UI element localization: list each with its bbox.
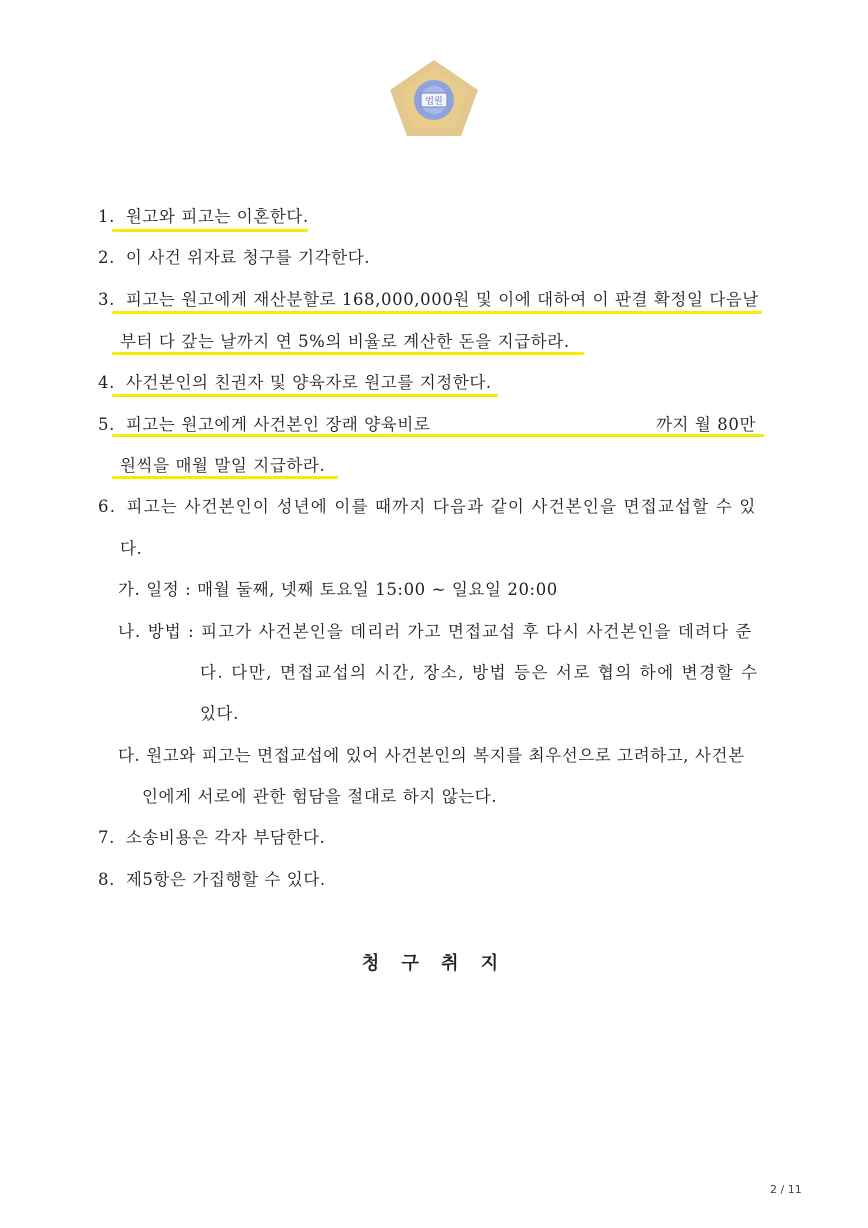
item-6 [98,496,757,518]
item-7 [98,827,325,849]
sub-item-text: 다. 다만, 면접교섭의 시간, 장소, 방법 등은 서로 협의 하에 변경할 수 [200,663,759,682]
item-6-continuation [120,538,142,560]
item-6-na-continuation-2 [200,703,239,725]
item-text: 피고는 원고에게 재산분할로 168,000,000원 및 이에 대하여 이 판결 확정일 다음날 [125,290,759,309]
sub-item-text: 인에게 서로에 관한 험담을 절대로 하지 않는다. [142,787,498,806]
sub-item-text: 가. 일정 : 매월 둘째, 넷째 토요일 15:00 ~ 일요일 20:00 [118,580,558,599]
item-text: 원고와 피고는 이혼한다. [125,207,309,226]
item-text: 다. [120,539,143,558]
item-text: 원씩을 매월 말일 지급하라. [120,456,326,475]
item-6-da-continuation [142,786,497,808]
item-4 [98,372,492,394]
item-number: 2. [98,248,115,267]
item-number: 5. [98,415,115,434]
emblem-text: 법원 [425,97,443,107]
item-number: 8. [98,870,115,889]
item-text: 이 사건 위자료 청구를 기각한다. [125,248,371,267]
item-number: 7. [98,828,115,847]
item-1 [98,206,309,228]
highlight-mark [112,352,584,355]
item-6-na-continuation-1 [200,662,759,684]
highlight-mark [112,229,308,232]
sub-item-text: 나. 방법 : 피고가 사건본인을 데리러 가고 면접교섭 후 다시 사건본인을 데려다 준 [118,622,753,641]
item-number: 3. [98,290,115,309]
item-number: 1. [98,207,115,226]
item-number: 6. [98,497,117,516]
section-title: 청 구 취 지 [361,953,507,974]
item-text: 부터 다 갚는 날까지 연 5%의 비율로 계산한 돈을 지급하라. [120,332,570,351]
item-3 [98,289,759,311]
item-text: 피고는 사건본인이 성년에 이를 때까지 다음과 같이 사건본인을 면접교섭할 수 있 [126,497,757,516]
item-8 [98,869,326,891]
item-6-ga [118,579,558,601]
highlight-mark [112,476,338,479]
page-number: 2 / 11 [770,1183,802,1196]
sub-item-text: 다. 원고와 피고는 면접교섭에 있어 사건본인의 복지를 최우선으로 고려하고, 사건본 [118,746,745,765]
court-emblem-icon [388,58,480,138]
item-5 [98,414,430,436]
highlight-mark [112,434,764,437]
item-text: 피고는 원고에게 사건본인 장래 양육비로 [125,415,431,434]
item-5-tail [656,414,756,436]
item-text: 소송비용은 각자 부담한다. [125,828,326,847]
item-number: 4. [98,373,115,392]
sub-item-text: 있다. [200,704,239,723]
item-text: 사건본인의 친권자 및 양육자로 원고를 지정한다. [125,373,492,392]
item-2 [98,247,370,269]
item-text: 제5항은 가집행할 수 있다. [125,870,326,889]
item-6-da [118,745,745,767]
highlight-mark [112,311,762,314]
highlight-mark [112,394,498,397]
item-6-na [118,621,752,643]
item-text: 까지 월 80만 [656,415,757,434]
item-3-continuation [120,331,570,353]
item-5-continuation [120,455,325,477]
